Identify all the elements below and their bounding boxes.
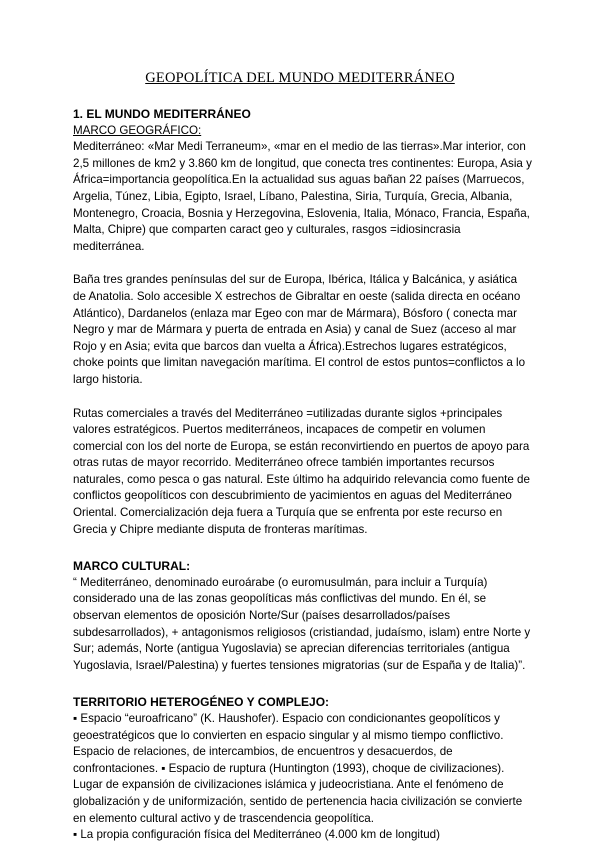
paragraph-territorio-1: ▪ Espacio “euroafricano” (K. Haushofer). Espacio con condicionantes geopolíticos y geoestratégicos que lo convierten en espacio singular y al mismo tiempo conflictivo. Espacio de relaciones, de intercambios, de encuentros y desacuerdos, de confrontaciones. ▪ Espacio de ruptura (Huntington (1993), choque de civilizaciones). Lugar de expansión de civilizaciones islámica y judeocristiana. Ante el fenómeno de globalización y de uniformización, sentido de pertenencia hacia civilización se convierte en elemento cultural activo y de trascendencia geopolítica. — [73, 712, 523, 825]
document-body — [73, 106, 533, 844]
paragraph-geografico-3: Rutas comerciales a través del Mediterráneo =utilizadas durante siglos +principales valores estratégicos. Puertos mediterráneos, incapaces de competir en volumen comercial con los del norte de Europa, se están reconvirtiendo en puertos de apoyo para otras rutas de mayor recorrido. Mediterráneo ofrece también importantes recursos naturales, como pesca o gas natural. Este último ha adquirido relevancia como fuente de conflictos geopolíticos con descubrimiento de yacimientos en aguas del Mediterráneo Oriental. Comercialización deja fuera a Turquía que se enfrenta por este recurso en Grecia y Chipre mediante disputa de fronteras marítimas. — [73, 406, 530, 536]
document-title: GEOPOLÍTICA DEL MUNDO MEDITERRÁNEO — [145, 70, 455, 86]
paragraph-geografico-2: Baña tres grandes penínsulas del sur de Europa, Ibérica, Itálica y Balcánica, y asiática de Anatolia. Solo accesible X estrechos de Gibraltar en oeste (salida directa en océano Atlántico), Dardanelos (enlaza mar Egeo con mar de Mármara), Bósforo ( conecta mar Negro y mar de Mármara y puerta de entrada en Asia) y canal de Suez (acceso al mar Rojo y en Asia; evita que barcos dan vuelta a África).Estrechos lugares estratégicos, choke points que limitan navegación marítima. El control de estos puntos=conflictos a lo largo historia. — [73, 273, 526, 386]
section-heading-territorio: TERRITORIO HETEROGÉNEO Y COMPLEJO: — [73, 695, 330, 710]
paragraph-territorio-2: ▪ La propia configuración física del Mediterráneo (4.000 km de longitud) — [73, 828, 440, 842]
paragraph-cultural-1: “ Mediterráneo, denominado euroárabe (o euromusulmán, para incluir a Turquía) considerado una de las zonas geopolíticas más conflictivas del mundo. En él, se observan elementos de oposición Norte/Sur (países desarrollados/países subdesarrollados), + antagonismos religiosos (cristiandad, judaísmo, islam) entre Norte y Sur; además, Norte (antigua Yugoslavia) se aprecian diferencias territoriales (antigua Yugoslavia, Israel/Palestina) y fuertes tensiones migratorias (sur de España y de Italia)”. — [73, 575, 531, 672]
subheading-marco-geografico: MARCO GEOGRÁFICO: — [73, 123, 202, 137]
section-heading-marco-cultural: MARCO CULTURAL: — [73, 559, 191, 574]
section-heading-mundo-mediterraneo: 1. EL MUNDO MEDITERRÁNEO — [73, 107, 251, 121]
paragraph-geografico-1: Mediterráneo: «Mar Medi Terraneum», «mar en el medio de las tierras».Mar interior, con 2,5 millones de km2 y 3.860 km de longitud, que conecta tres continentes: Europa, Asia y África=importancia geopolítica.En la actualidad sus aguas bañan 22 países (Marruecos, Argelia, Túnez, Libia, Egipto, Israel, Líbano, Palestina, Siria, Turquía, Grecia, Albania, Montenegro, Croacia, Bosnia y Herzegovina, Eslovenia, Italia, Mónaco, Francia, España, Malta, Chipre) que comparten caract geo y culturales, rasgos =idiosincrasia mediterránea. — [73, 140, 532, 253]
